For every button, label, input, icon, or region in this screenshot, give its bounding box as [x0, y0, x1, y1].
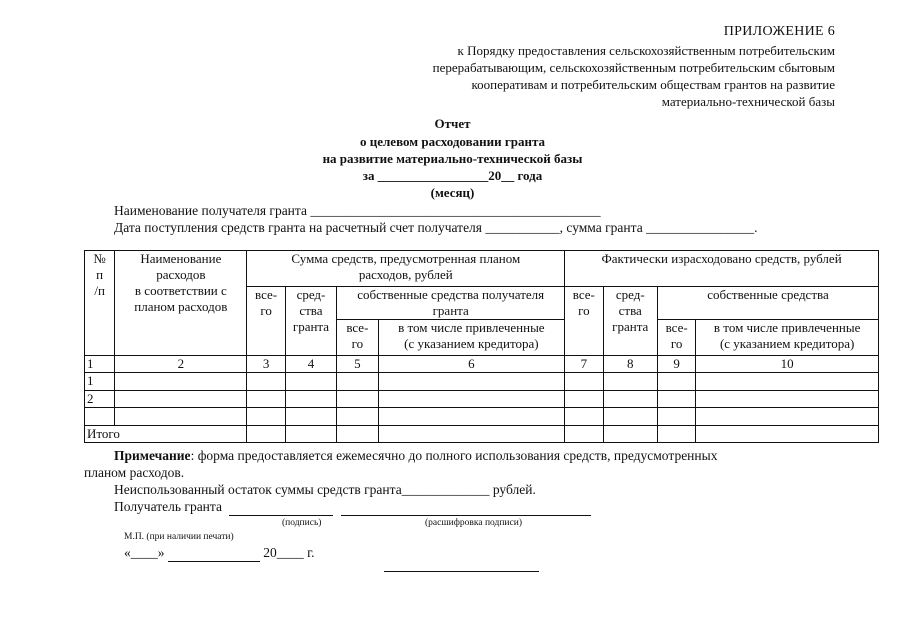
note-text-cont: планом расходов. — [84, 465, 185, 480]
signature-decode-field[interactable] — [341, 499, 591, 516]
cell[interactable] — [247, 408, 285, 426]
receipt-date-line: Дата поступления средств гранта на расчетный счет получателя ___________, сумма гранта ________________. — [114, 220, 758, 235]
report-period: за _________________20__ года — [362, 168, 543, 183]
col-number: 2 — [115, 356, 247, 373]
header-actual-own-borrowed: в том числе привлеченные (с указанием кредитора) — [696, 320, 879, 356]
table-row — [85, 408, 879, 426]
cell[interactable] — [565, 426, 603, 443]
report-title: Отчет — [434, 116, 471, 131]
bottom-rule — [384, 571, 539, 572]
col-number: 4 — [285, 356, 336, 373]
header-planned-total: все- го — [247, 287, 285, 356]
cell[interactable] — [378, 408, 565, 426]
col-number: 5 — [337, 356, 378, 373]
cell[interactable] — [603, 408, 657, 426]
date-year: 20____ г. — [263, 545, 315, 560]
cell[interactable] — [657, 426, 695, 443]
total-row — [85, 426, 879, 443]
cell[interactable] — [115, 391, 247, 408]
header-actual-own: собственные средства — [657, 287, 878, 320]
cell[interactable] — [603, 391, 657, 408]
appendix-note — [315, 42, 835, 110]
header-planned-own-total: все- го — [337, 320, 378, 356]
recipient-signature-line — [114, 499, 591, 516]
appendix-note-line: перерабатывающим, сельскохозяйственным потребительским сбытовым — [432, 60, 835, 75]
header-planned-amount: Сумма средств, предусмотренная планом расходов, рублей — [247, 251, 565, 287]
cell[interactable] — [657, 373, 695, 391]
decode-caption: (расшифровка подписи) — [425, 518, 522, 528]
note-label: Примечание — [114, 448, 191, 463]
cell[interactable] — [247, 373, 285, 391]
cell[interactable] — [565, 391, 603, 408]
cell[interactable] — [603, 373, 657, 391]
cell[interactable] — [337, 426, 378, 443]
cell[interactable] — [247, 426, 285, 443]
recipient-name-line: Наименование получателя гранта ___________________________________________ — [114, 203, 601, 218]
cell[interactable] — [115, 373, 247, 391]
cell[interactable] — [337, 373, 378, 391]
cell[interactable] — [285, 426, 336, 443]
col-number: 6 — [378, 356, 565, 373]
total-label: Итого — [85, 426, 247, 443]
header-planned-own-borrowed: в том числе привлеченные (с указанием кредитора) — [378, 320, 565, 356]
cell[interactable] — [378, 373, 565, 391]
date-day: «____» — [124, 545, 165, 560]
appendix-note-line: к Порядку предоставления сельскохозяйственным потребительским — [457, 43, 835, 58]
cell[interactable] — [603, 426, 657, 443]
cell[interactable] — [378, 426, 565, 443]
col-number: 7 — [565, 356, 603, 373]
appendix-note-line: материально-технической базы — [661, 94, 835, 109]
cell[interactable] — [337, 391, 378, 408]
appendix-note-line: кооперативам и потребительским обществам грантов на развитие — [471, 77, 835, 92]
header-actual-total: все- го — [565, 287, 603, 356]
cell[interactable] — [565, 408, 603, 426]
table-row — [85, 373, 879, 391]
header-planned-own: собственные средства получателя гранта — [337, 287, 565, 320]
remainder-line: Неиспользованный остаток суммы средств гранта_____________ рублей. — [114, 482, 536, 497]
stamp-label: М.П. (при наличии печати) — [124, 532, 234, 542]
header-actual-own-total: все- го — [657, 320, 695, 356]
cell[interactable] — [696, 408, 879, 426]
header-planned-grant: сред- ства гранта — [285, 287, 336, 356]
cell[interactable] — [337, 408, 378, 426]
report-period-caption: (месяц) — [430, 185, 475, 200]
cell[interactable] — [285, 373, 336, 391]
row-number: 2 — [85, 391, 115, 408]
cell[interactable] — [696, 426, 879, 443]
col-number: 9 — [657, 356, 695, 373]
cell[interactable] — [285, 408, 336, 426]
row-number: 1 — [85, 373, 115, 391]
report-subtitle-2: на развитие материально-технической базы — [322, 151, 583, 166]
cell[interactable] — [247, 391, 285, 408]
cell[interactable] — [696, 391, 879, 408]
recipient-label: Получатель гранта — [114, 499, 222, 514]
date-line — [124, 545, 315, 562]
note-line — [114, 448, 717, 464]
cell[interactable] — [115, 408, 247, 426]
col-number: 8 — [603, 356, 657, 373]
col-number: 1 — [85, 356, 115, 373]
table-row — [85, 391, 879, 408]
cell[interactable] — [696, 373, 879, 391]
cell[interactable] — [657, 391, 695, 408]
signature-caption: (подпись) — [282, 518, 322, 528]
cell[interactable] — [565, 373, 603, 391]
col-number: 3 — [247, 356, 285, 373]
header-actual-spent: Фактически израсходовано средств, рублей — [565, 251, 879, 287]
header-number: № п /п — [85, 251, 115, 356]
cell[interactable] — [378, 391, 565, 408]
signature-field[interactable] — [229, 499, 333, 516]
note-text: : форма предоставляется ежемесячно до полного использования средств, предусмотренных — [190, 448, 718, 463]
appendix-number: ПРИЛОЖЕНИЕ 6 — [723, 24, 835, 39]
header-actual-grant: сред- ства гранта — [603, 287, 657, 356]
expense-report-table — [84, 250, 879, 443]
date-month-field[interactable] — [168, 545, 260, 562]
header-expense-name: Наименование расходов в соответствии с планом расходов — [115, 251, 247, 356]
cell[interactable] — [285, 391, 336, 408]
col-number: 10 — [696, 356, 879, 373]
cell[interactable] — [657, 408, 695, 426]
row-number — [85, 408, 115, 426]
report-subtitle: о целевом расходовании гранта — [360, 134, 545, 149]
